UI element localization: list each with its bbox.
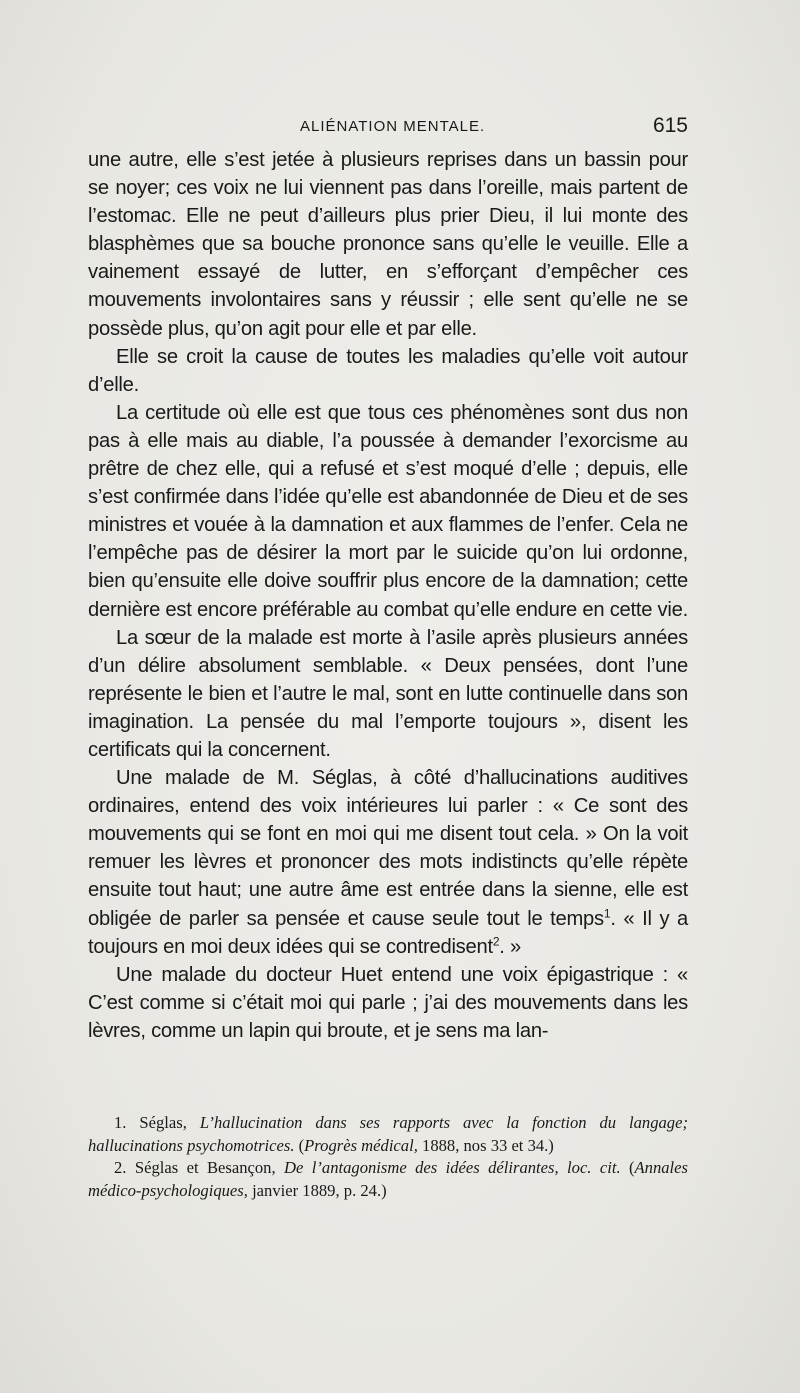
body-text — [88, 146, 688, 1045]
footnote — [88, 1157, 688, 1202]
page-header — [88, 114, 688, 142]
footnote-ref[interactable]: 1 — [603, 905, 611, 920]
footnote-author: Séglas et Besançon, — [134, 1158, 276, 1177]
paragraph-text: . « Il y a toujours en moi deux idées qui se contredisent — [88, 907, 689, 958]
footnote-title: L’hallucination dans ses rapports avec la fonction du langage; hallucinations psychomotrices. — [88, 1113, 688, 1155]
footnote — [88, 1112, 688, 1157]
paragraph: La sœur de la malade est morte à l’asile après plusieurs années d’un délire absolument semblable. « Deux pensées, dont l’une représente le bien et l’autre le mal, sont en lutte continuelle dans son imagination. La pensée du mal l’emporte toujours », disent les certificats qui la concernent. — [88, 626, 688, 761]
paragraph: Elle se croit la cause de toutes les maladies qu’elle voit autour d’elle. — [88, 345, 688, 396]
paragraph-text: . » — [499, 935, 521, 958]
paragraph: Une malade du docteur Huet entend une voix épigastrique : « C’est comme si c’était moi qui parle ; j’ai des mouvements dans les lèvres, comme un lapin qui broute, et je sens ma lan- — [88, 963, 688, 1042]
footnote-journal: Progrès médical, — [304, 1135, 418, 1155]
footnote-author: Séglas, — [139, 1113, 187, 1132]
paragraph: La certitude où elle est que tous ces phénomènes sont dus non pas à elle mais au diable, l’a poussée à demander l’exorcisme au prêtre de chez elle, qui a refusé et s’est moqué d’elle ; depuis, elle s’est confirmée dans l’idée qu’elle est abandonnée de Dieu et de ses ministres et vouée à la damnation et aux flammes de l’enfer. Cela ne l’empêche pas de désirer la mort par le suicide qu’on lui ordonne, bien qu’ensuite elle doive souffrir plus encore de la damnation; cette dernière est encore préférable au combat qu’elle endure en cette vie. — [88, 401, 688, 621]
footnote-number: 2. — [114, 1158, 127, 1177]
footnote-paren: ( — [298, 1135, 305, 1155]
page-number: 615 — [652, 114, 688, 137]
footnote-number: 1. — [114, 1113, 127, 1132]
running-title: ALIÉNATION MENTALE. — [300, 118, 486, 135]
footnote-paren: ( — [629, 1158, 635, 1177]
paragraph: une autre, elle s’est jetée à plusieurs reprises dans un bassin pour se noyer; ces voix ne lui viennent pas dans l’oreille, mais partent de l’estomac. Elle ne peut d’ailleurs plus prier Dieu, il lui monte des blasphèmes que sa bouche prononce sans qu’elle le veuille. Elle a vainement essayé de lutter, en s’efforçant d’empêcher ces mouvements involontaires sans y réussir ; elle sent qu’elle ne se possède plus, qu’on agit pour elle et par elle. — [88, 149, 688, 340]
footnote-details: janvier 1889, p. 24.) — [252, 1180, 387, 1200]
footnotes — [88, 1112, 688, 1202]
footnote-title: De l’antagonisme des idées délirantes, loc. cit. — [284, 1158, 621, 1177]
footnote-details: 1888, nos 33 et 34.) — [422, 1135, 554, 1155]
paragraph-text: Une malade de M. Séglas, à côté d’hallucinations auditives ordinaires, entend des voix intérieures lui parler : « Ce sont des mouvements qui se font en moi qui me disent tout cela. » On la voit remuer les lèvres et prononcer des mots indistincts qu’elle répète ensuite tout haut; une autre âme est entrée dans la sienne, elle est obligée de parler sa pensée et cause seule tout le temps — [88, 767, 688, 930]
footnote-journal: Annales médico-psychologiques, — [88, 1158, 688, 1200]
paragraph — [88, 764, 688, 961]
footnote-ref[interactable]: 2 — [492, 933, 500, 948]
